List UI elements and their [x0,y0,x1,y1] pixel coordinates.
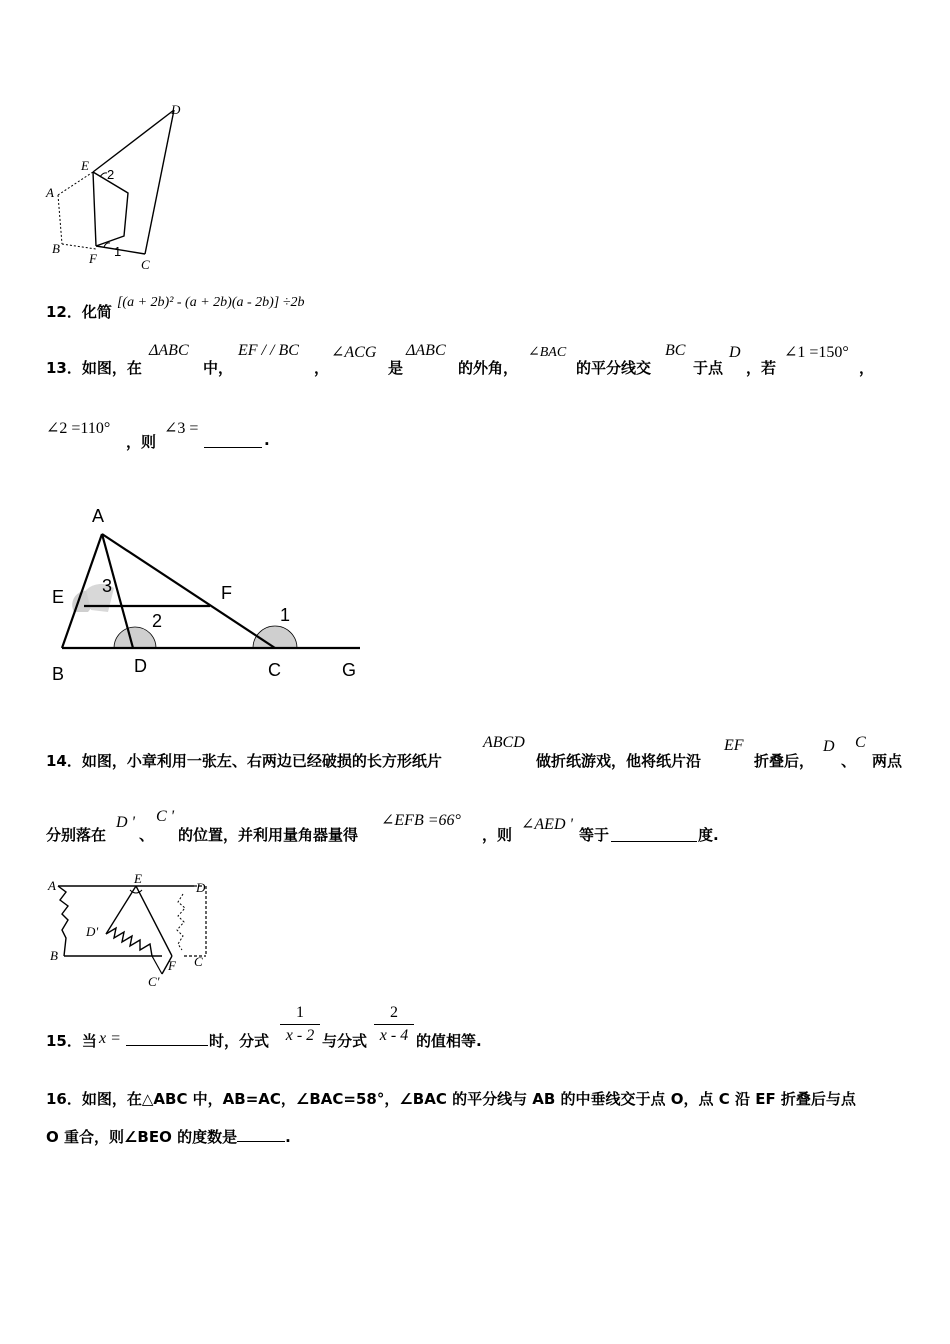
question-16-line1: 16．如图，在△ABC 中，AB=AC，∠BAC=58°，∠BAC 的平分线与 AB 的中垂线交于点 O，点 C 沿 EF 折叠后与点 [46,1090,856,1108]
question-13-line1 [46,342,926,382]
q13-text-in: 中， [203,359,234,377]
q14-answer-blank[interactable] [611,839,697,842]
q15-fraction-2 [374,1004,414,1045]
q14-number: 14．如图，小章利用一张左、右两边已经破损的长方形纸片 [46,752,442,770]
q16-answer-blank[interactable] [237,1139,285,1142]
figure-q11 [40,98,200,276]
q15-text-fraction: 时，分式 [209,1032,270,1050]
q13-triangle-abc-2: ΔABC [406,342,446,359]
label-c: C [141,257,150,272]
q12-expression: [(a + 2b)² - (a + 2b)(a - 2b)] ÷2b [116,295,305,310]
label-f: F [89,251,97,266]
q14-sep: 、 [841,752,857,770]
q15-fraction-2-denominator: x - 4 [379,1027,409,1044]
q13-angle-bac: ∠BAC [528,345,567,360]
q13-comma-2: ， [859,359,875,377]
q13-angle-acg: ∠ACG [331,344,377,361]
label-a: A [92,506,105,526]
label-e: E [81,158,89,173]
q15-fraction-2-numerator: 2 [390,1004,398,1021]
label-d: D [196,880,206,895]
q12-number: 12．化简 [46,303,112,321]
q14-angle-aed: ∠AED ' [521,816,573,833]
label-f: F [221,583,232,603]
q14-d-prime: D ' [116,814,135,831]
q13-point-d: D [729,344,741,361]
label-d: D [171,102,181,117]
label-1: 1 [114,244,122,259]
q15-text-and-fraction: 与分式 [322,1032,368,1050]
q14-text-measure: 的位置，并利用量角器量得 [178,826,359,844]
label-3: 3 [102,576,113,596]
q14-text-two-points: 两点 [872,752,903,770]
q15-number: 15．当 [46,1032,97,1050]
question-14-line1 [46,734,926,774]
question-13-line2 [46,418,446,450]
figure-q13 [46,500,376,690]
label-1: 1 [280,605,291,625]
q15-text-equal-values: 的值相等. [416,1032,482,1050]
q16-text: O 重合，则∠BEO 的度数是 [46,1128,238,1146]
q15-fraction-1-numerator: 1 [296,1004,304,1021]
q14-c-prime: C ' [156,808,175,825]
label-e: E [134,872,142,886]
q13-period: . [264,431,270,449]
q14-text-degrees: 度. [698,826,719,844]
q13-answer-blank[interactable] [204,445,262,448]
label-c-prime: C' [148,974,160,989]
q13-number: 13．如图，在 [46,359,142,377]
label-b: B [50,948,58,963]
q13-text-is: 是 [388,359,404,377]
q13-text-at-point: 于点 [693,359,724,377]
label-2: 2 [107,167,115,182]
label-f: F [168,958,176,973]
label-c: C [268,660,281,680]
q14-ef: EF [724,737,744,754]
figure-q14 [44,872,224,994]
q13-text-then: ，则 [126,433,157,451]
q13-ef-parallel-bc: EF / / BC [238,342,299,359]
q14-c: C [855,734,866,751]
label-a: A [46,185,54,200]
label-d-prime: D' [86,924,99,939]
q13-text-exterior: 的外角， [458,359,519,377]
q13-bc: BC [665,342,686,359]
q16-period: . [285,1128,291,1146]
q14-abcd: ABCD [483,734,525,751]
q14-d: D [823,738,835,755]
q15-x-equals: x = [99,1030,121,1047]
q13-angle2: ∠2 =110° [46,420,111,437]
q14-text-fall-on: 分别落在 [46,826,107,844]
q13-angle3: ∠3 = [164,420,199,437]
question-12 [46,295,305,321]
q13-text-if: ，若 [746,359,777,377]
q14-text-equals: 等于 [579,826,610,844]
label-b: B [52,241,60,256]
q13-angle1: ∠1 =150° [784,344,849,361]
q15-fraction-1 [280,1004,320,1045]
label-g: G [342,660,357,680]
label-e: E [52,587,65,607]
label-d: D [134,656,147,676]
q13-text-bisector: 的平分线交 [576,359,652,377]
q13-comma: ， [314,359,330,377]
label-a: A [48,878,56,893]
question-15 [46,1002,646,1058]
label-2: 2 [152,611,163,631]
q15-fraction-1-denominator: x - 2 [285,1027,315,1044]
q13-triangle-abc: ΔABC [149,342,189,359]
label-c: C [194,954,203,969]
q14-text-then: ，则 [482,826,513,844]
label-b: B [52,664,65,684]
q14-text-after-fold: 折叠后， [754,752,815,770]
question-16-line2 [46,1126,446,1150]
q14-text-fold: 做折纸游戏，他将纸片沿 [536,752,702,770]
q15-answer-blank[interactable] [126,1043,208,1046]
question-14-line2 [46,808,926,848]
q14-angle-efb: ∠EFB =66° [381,812,461,829]
q14-sep-2: 、 [139,826,155,844]
